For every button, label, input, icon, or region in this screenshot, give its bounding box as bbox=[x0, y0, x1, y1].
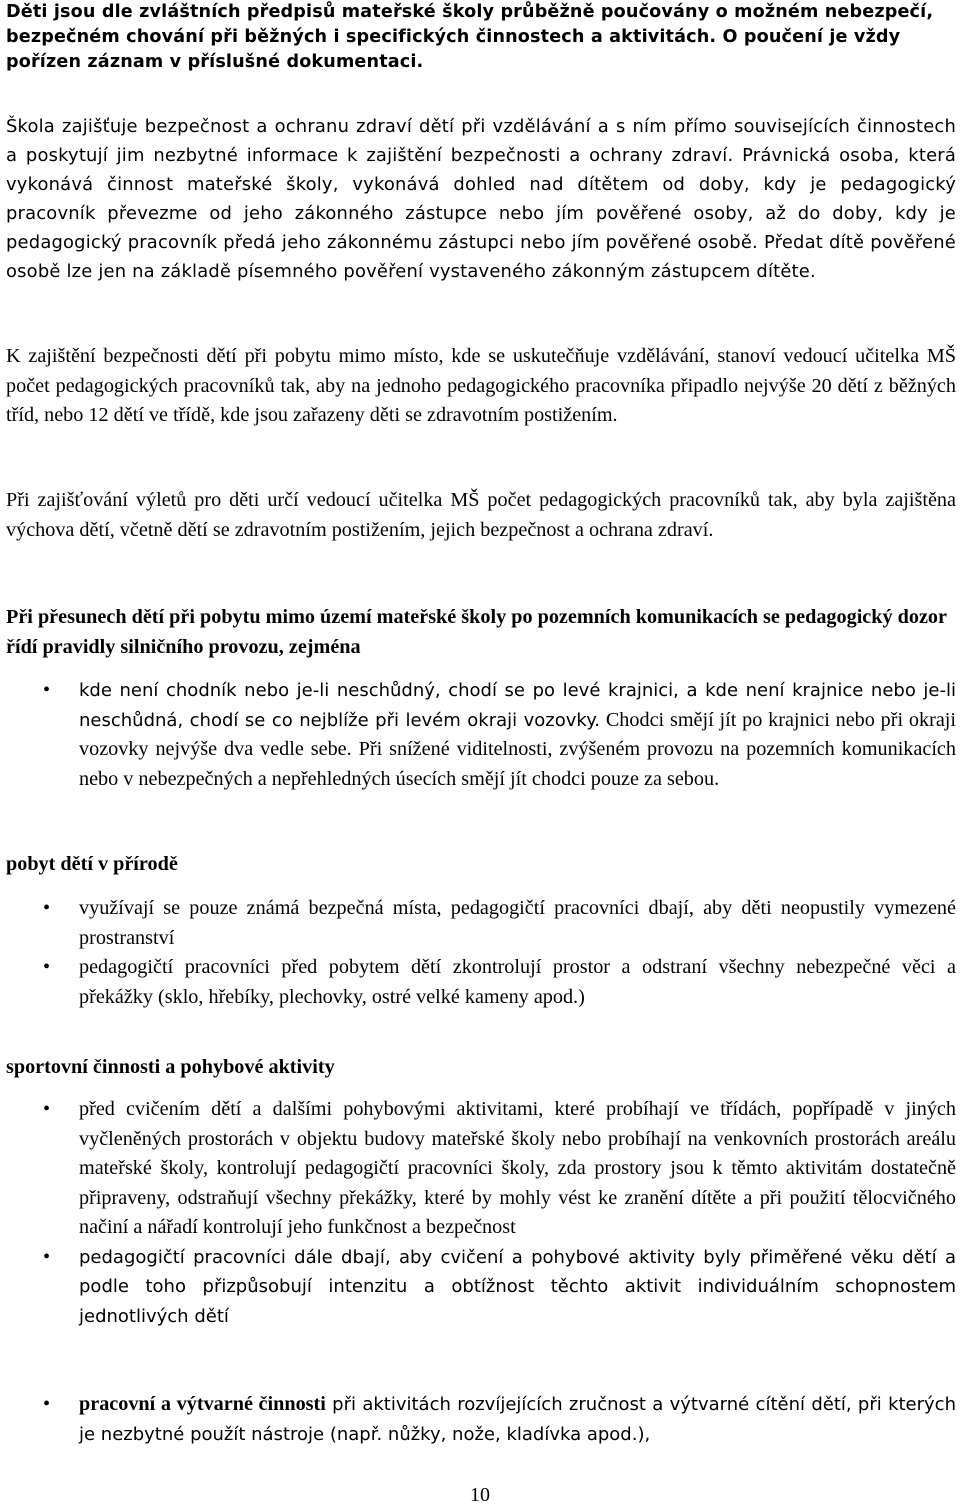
nature-list bbox=[6, 894, 956, 1012]
transfers-item-a: kde není chodník nebo je-li neschůdný, chodí se po levé krajnici, a kde není krajnice nebo je-li neschůdná, chodí se co nejblíže při levém okraji vozovky. bbox=[79, 680, 956, 731]
bullet-icon: • bbox=[43, 897, 51, 919]
list-item bbox=[6, 894, 956, 953]
safety-paragraph-part-a: Škola zajišťuje bezpečnost a ochranu zdraví dětí při vzdělávání a s ním přímo souvisejících činnostech a poskytují jim nezbytné informace k zajištění bezpečnosti a ochrany zdraví. Právnická osoba, která vykonává činnost mateřské školy, vykonává dohled nad dítětem od doby, kdy je pedagogický pracovník převezme od jeho zákonného zástupce nebo jím pověřené osoby, až do doby, kdy je pedagogický pracovník předá jeho zákonnému zástupci nebo jím pověřené osobě. bbox=[6, 116, 956, 253]
intro-paragraph: Děti jsou dle zvláštních předpisů mateřské školy průběžně poučovány o možném nebezpečí, bezpečném chování při běžných i specifických činnostech a aktivitách. O poučení je vždy pořízen záznam v příslušné dokumentaci. bbox=[6, 2, 934, 72]
bullet-icon: • bbox=[43, 1098, 51, 1120]
page-number: 10 bbox=[470, 1484, 490, 1506]
safety-paragraph bbox=[6, 112, 956, 286]
list-item bbox=[6, 953, 956, 1012]
sport-item-1b: těmto aktivitám dostatečně připraveny, odstraňují všechny překážky, které by mohly vést ke zranění dítěte a při použití tělocvičného načiní a nářadí kontrolují jeho funkčnost a bezpečnost bbox=[79, 1157, 957, 1238]
trips-paragraph: Při zajišťování výletů pro děti určí vedoucí učitelka MŠ počet pedagogických pracovníků tak, aby byla zajištěna výchova dětí, včetně dětí se zdravotním postižením, jejich bezpečnost a ochrana zdraví. bbox=[6, 489, 956, 541]
transfers-item-c: Při snížené viditelnosti, zvýšeném provozu na pozemních komunikacích nebo v nebezpečných a nepřehledných úsecích smějí jít chodci pouze za sebou. bbox=[79, 738, 956, 790]
list-item bbox=[6, 1390, 956, 1449]
nature-item-1: využívají se pouze známá bezpečná místa, pedagogičtí pracovníci dbají, aby děti neopustily vymezené prostranství bbox=[79, 897, 956, 949]
transfers-list bbox=[6, 676, 956, 794]
sport-item-1a: před cvičením dětí a dalšími pohybovými aktivitami, které probíhají ve třídách, popřípadě v jiných vyčleněných prostorách v objektu budovy mateřské školy nebo probíhají na venkovních prostorách areálu mateřské školy, kontrolují pedagogičtí pracovníci školy, zda prostory jsou k bbox=[79, 1098, 956, 1179]
safety-paragraph-part-b: Předat dítě pověřené osobě lze jen na základě písemného pověření vystaveného zákonným zástupcem dítěte. bbox=[6, 232, 957, 282]
list-item bbox=[6, 1095, 956, 1243]
list-item bbox=[6, 1243, 956, 1332]
sport-item-2: pedagogičtí pracovníci dále dbají, aby cvičení a pohybové aktivity byly přiměřené věku dětí a podle toho přizpůsobují intenzitu a obtížnost těchto aktivit individuálním schopnostem jednotlivých dětí bbox=[79, 1246, 956, 1327]
transfers-item-b: Chodci smějí jít po krajnici nebo při okraji vozovky nejvýše dva vedle sebe. bbox=[79, 708, 956, 760]
transfers-heading: Při přesunech dětí při pobytu mimo území mateřské školy po pozemních komunikacích se pedagogický dozor řídí pravidly silničního provozu, zejména bbox=[6, 606, 947, 658]
work-list bbox=[6, 1390, 956, 1449]
sport-list bbox=[6, 1095, 956, 1331]
bullet-icon: • bbox=[43, 1245, 51, 1268]
sport-heading: sportovní činnosti a pohybové aktivity bbox=[6, 1056, 335, 1078]
nature-item-2: pedagogičtí pracovníci před pobytem dětí zkontrolují prostor a odstraní všechny nebezpečné věci a překážky (sklo, hřebíky, plechovky, ostré velké kameny apod.) bbox=[79, 956, 956, 1008]
outside-paragraph: K zajištění bezpečnosti dětí při pobytu mimo místo, kde se uskutečňuje vzdělávání, stanoví vedoucí učitelka MŠ počet pedagogických pracovníků tak, aby na jednoho pedagogického pracovníka připadlo nejvýše 20 dětí z běžných tříd, nebo 12 dětí ve třídě, kde jsou zařazeny děti se zdravotním postižením. bbox=[6, 345, 956, 426]
nature-heading: pobyt dětí v přírodě bbox=[6, 853, 178, 875]
bullet-icon: • bbox=[43, 679, 51, 701]
list-item bbox=[6, 676, 956, 794]
work-item-title: pracovní a výtvarné činnosti bbox=[79, 1393, 326, 1415]
bullet-icon: • bbox=[43, 956, 51, 978]
bullet-icon: • bbox=[43, 1393, 51, 1415]
work-item-text: při aktivitách rozvíjejících zručnost a výtvarné cítění dětí, při kterých je nezbytné použít nástroje (např. nůžky, nože, kladívka apod.), bbox=[79, 1394, 956, 1445]
